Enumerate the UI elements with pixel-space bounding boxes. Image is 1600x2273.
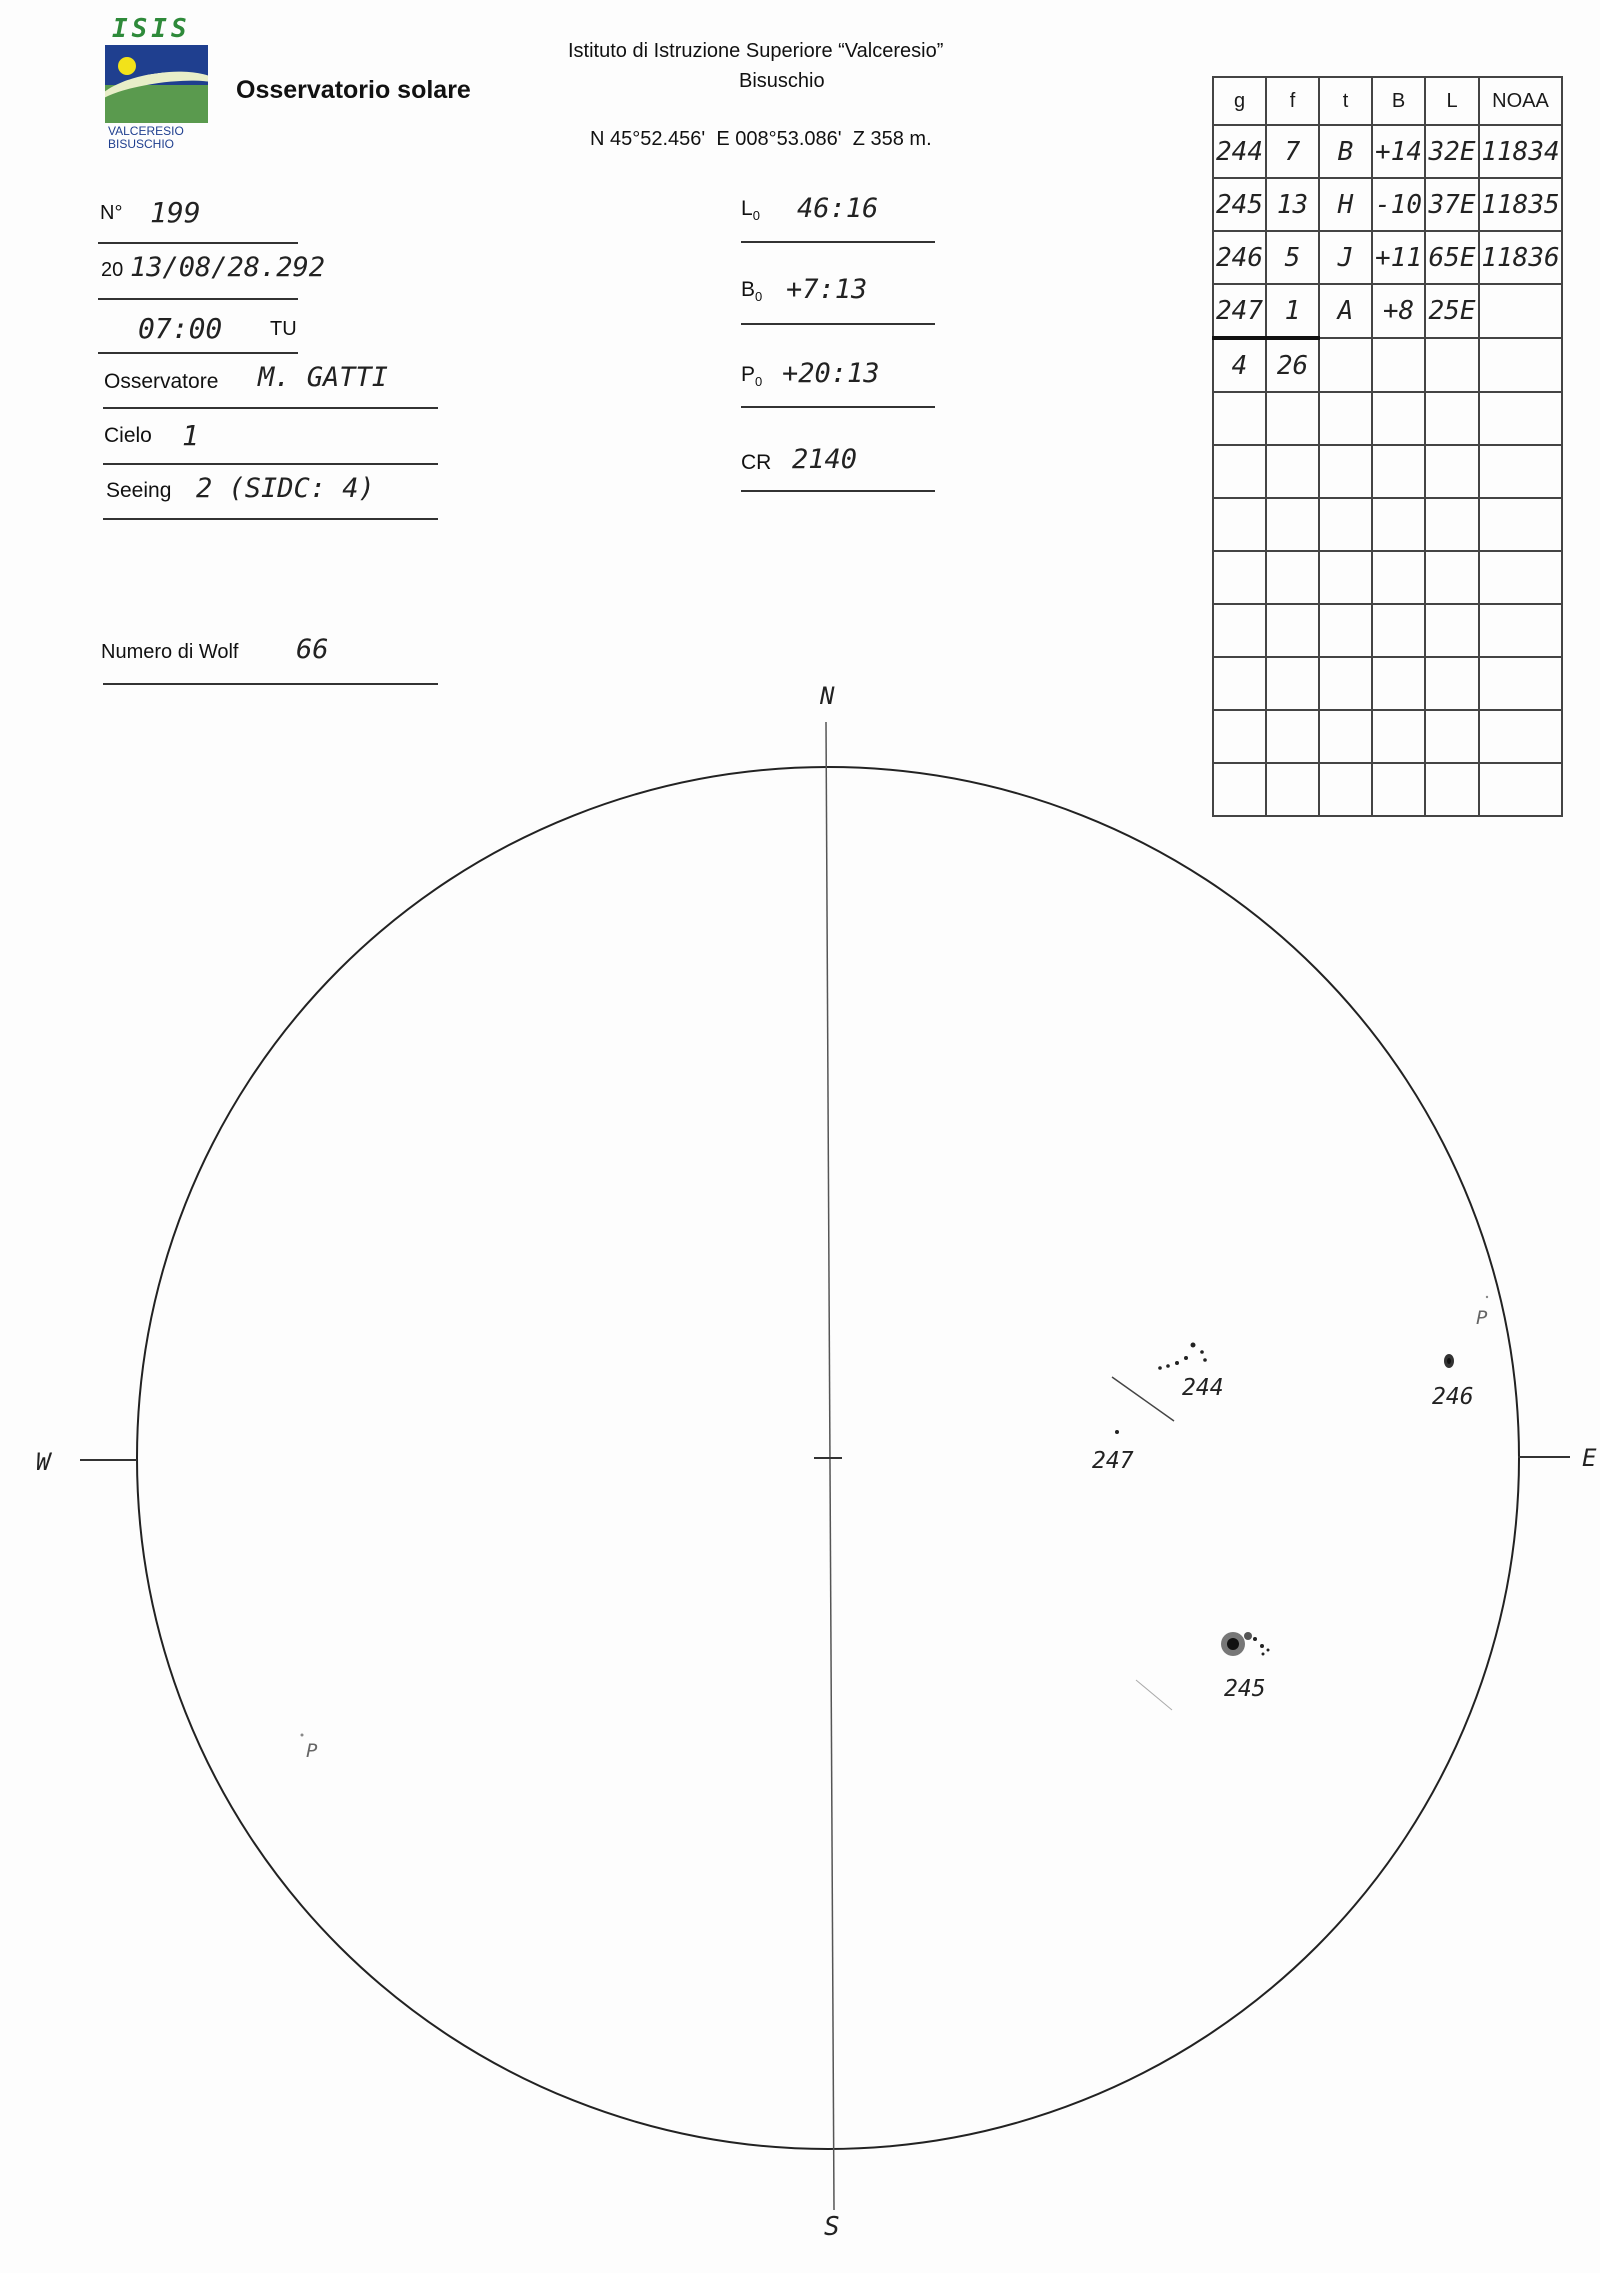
observer-label: Osservatore — [104, 370, 219, 393]
institute-town: Bisuschio — [739, 70, 825, 92]
west-label: W — [36, 1448, 51, 1476]
sunspot-group-247 — [1115, 1430, 1119, 1434]
wolf-value: 66 — [296, 634, 329, 665]
observer-value: M. GATTI — [258, 362, 389, 393]
wolf-label: Numero di Wolf — [101, 641, 239, 663]
number-value: 199 — [150, 196, 201, 229]
date-prefix: 20 — [101, 259, 124, 281]
header-l: L — [1425, 77, 1479, 125]
sunspot-group-246 — [1444, 1354, 1454, 1368]
cr-label: CR — [741, 451, 772, 474]
table-row: 244 7 B +14 32E 11834 — [1213, 125, 1562, 178]
south-label: S — [824, 2212, 840, 2242]
pole-mark-east: P — [1476, 1307, 1488, 1329]
group-245-label: 245 — [1224, 1676, 1266, 1702]
pore-mark — [1486, 1296, 1488, 1298]
table-row: 247 1 A +8 25E — [1213, 284, 1562, 338]
observatory-title: Osservatorio solare — [236, 76, 471, 104]
header-f: f — [1266, 77, 1319, 125]
total-spots: 26 — [1266, 338, 1319, 392]
time-unit: TU — [270, 318, 297, 340]
b0-value: +7:13 — [786, 274, 868, 305]
logo-subtitle-1: VALCERESIO — [108, 124, 184, 138]
table-row: 246 5 J +11 65E 11836 — [1213, 231, 1562, 284]
observatory-coordinates: N 45°52.456' E 008°53.086' Z 358 m. — [590, 128, 932, 150]
logo-text: ISIS — [112, 14, 191, 44]
cr-value: 2140 — [792, 444, 858, 475]
date-value: 13/08/28.292 — [130, 252, 326, 283]
logo-subtitle-2: BISUSCHIO — [108, 137, 175, 151]
number-label: N° — [100, 202, 123, 224]
b0-label: $B_0$ — [741, 278, 763, 305]
sunspot-group-245 — [1221, 1632, 1270, 1656]
l0-value: 46:16 — [797, 193, 879, 224]
header-noaa: NOAA — [1479, 77, 1562, 125]
sky-value: 1 — [182, 419, 199, 452]
group-246-label: 246 — [1432, 1384, 1474, 1410]
east-label: E — [1582, 1444, 1597, 1472]
north-south-axis — [826, 722, 834, 2210]
pole-mark-west: P — [306, 1740, 318, 1762]
pore-mark — [301, 1734, 304, 1737]
seeing-value: 2 (SIDC: 4) — [196, 473, 375, 504]
total-groups: 4 — [1213, 338, 1266, 392]
table-row: 245 13 H -10 37E 11835 — [1213, 178, 1562, 231]
l0-label: $L_0$ — [741, 197, 760, 224]
institute-name: Istituto di Istruzione Superiore “Valceresio” — [568, 40, 944, 62]
group-247-label: 247 — [1092, 1448, 1134, 1474]
sky-label: Cielo — [104, 424, 152, 447]
north-label: N — [820, 682, 835, 710]
header-t: t — [1319, 77, 1372, 125]
header-b: B — [1372, 77, 1425, 125]
header-g: g — [1213, 77, 1266, 125]
group-244-247-pointer — [1112, 1377, 1174, 1421]
group-244-label: 244 — [1182, 1375, 1224, 1401]
time-value: 07:00 — [138, 312, 223, 345]
sunspot-group-244 — [1158, 1343, 1207, 1370]
p0-value: +20:13 — [782, 358, 880, 389]
seeing-label: Seeing — [106, 479, 172, 502]
faint-mark — [1136, 1680, 1172, 1710]
p0-label: $P_0$ — [741, 363, 763, 390]
